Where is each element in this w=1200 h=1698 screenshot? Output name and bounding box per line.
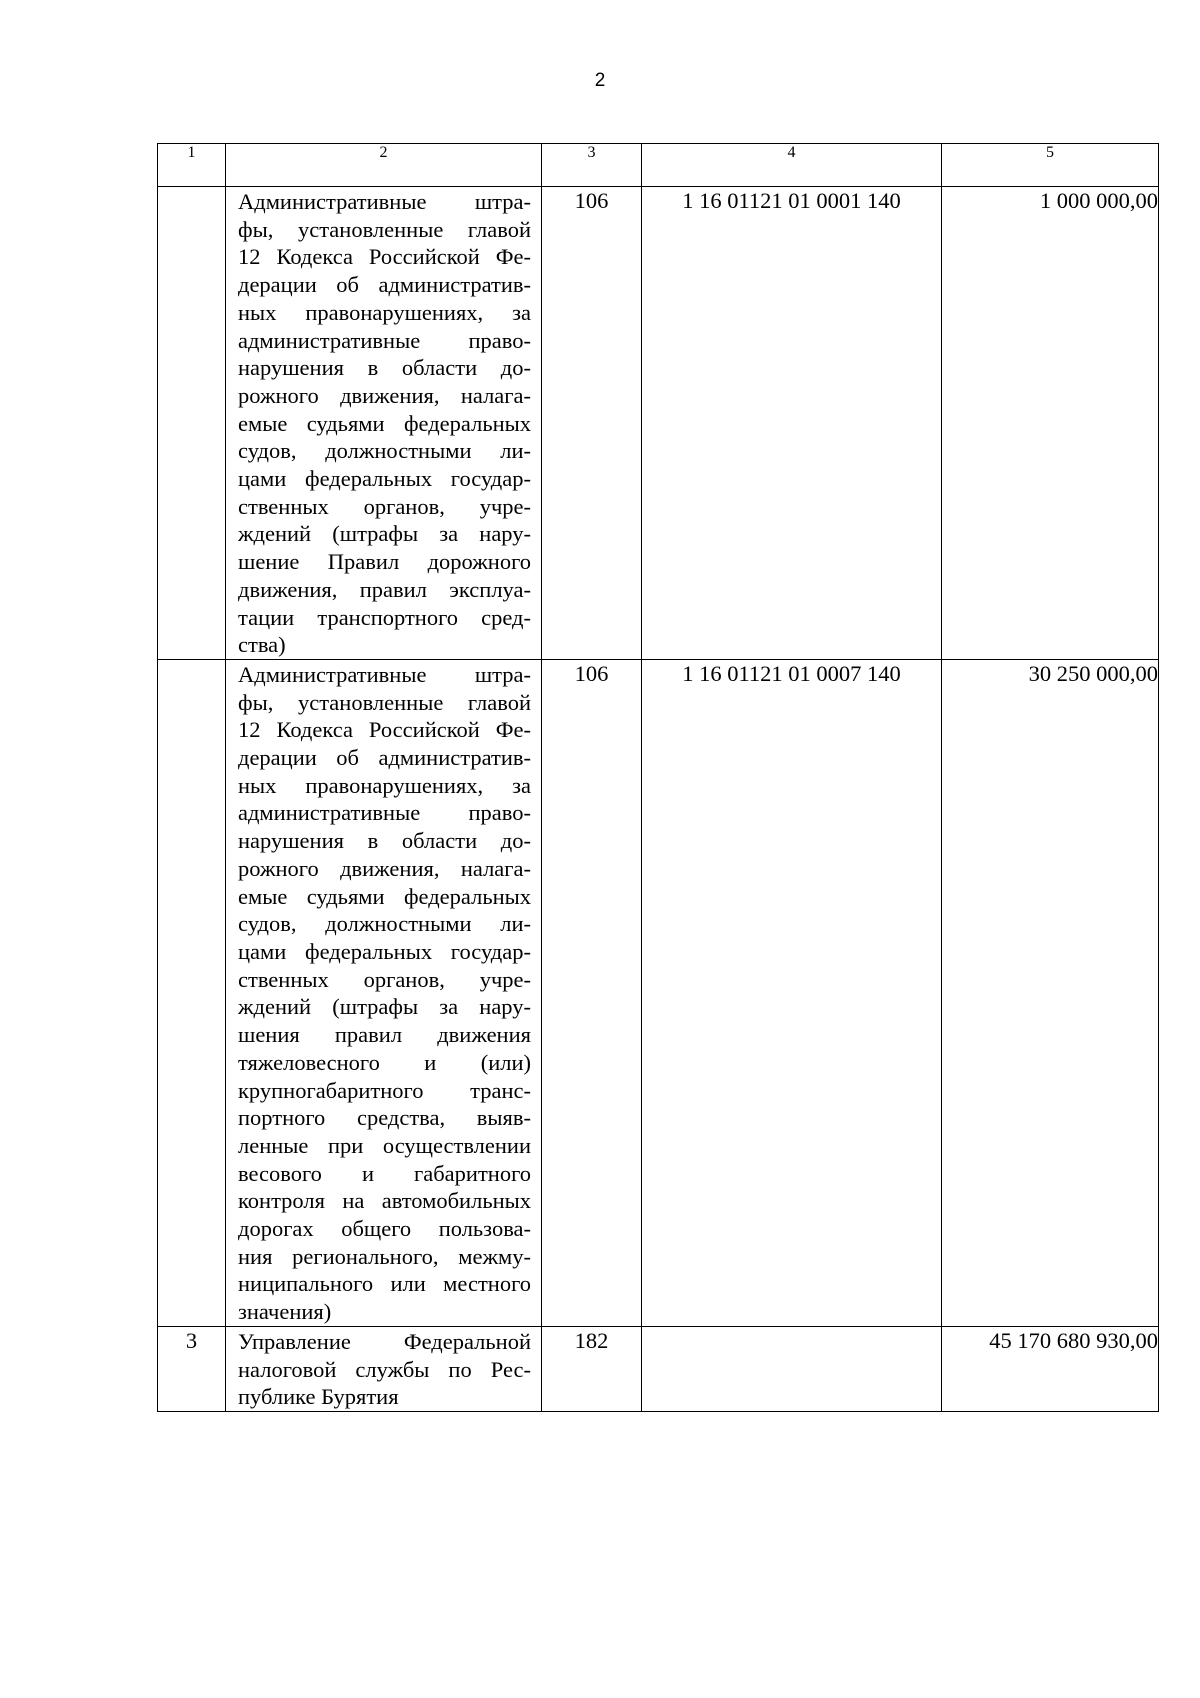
description-line: налоговой службы по Рес-	[238, 1356, 531, 1382]
description-line: контроля на автомобильных	[238, 1188, 531, 1214]
classification-code-cell: 1 16 01121 01 0007 140	[642, 659, 942, 1326]
description-cell	[226, 187, 542, 660]
description-cell	[226, 1326, 542, 1411]
description-line: тяжеловесного и (или)	[238, 1049, 531, 1075]
table-header-row	[158, 144, 1159, 187]
row-number-cell	[158, 187, 226, 660]
table-body	[158, 187, 1159, 1412]
description-line: ждений (штрафы за нару-	[238, 994, 531, 1020]
description-line: ных правонарушениях, за	[238, 772, 531, 798]
description-line: шения правил движения	[238, 1022, 531, 1048]
header-cell: 3	[542, 144, 642, 187]
description-line: административные право-	[238, 327, 531, 353]
description-line: цами федеральных государ-	[238, 938, 531, 964]
description-line: крупногабаритного транс-	[238, 1077, 531, 1103]
description-line: нарушения в области до-	[238, 828, 531, 854]
description-line: ниципального или местного	[238, 1271, 531, 1297]
amount-cell: 45 170 680 930,00	[942, 1326, 1159, 1411]
row-number-cell: 3	[158, 1326, 226, 1411]
description-line: судов, должностными ли-	[238, 438, 531, 464]
header-cell: 1	[158, 144, 226, 187]
admin-code-cell: 182	[542, 1326, 642, 1411]
description-line: 12 Кодекса Российской Фе-	[238, 244, 531, 270]
header-cell: 5	[942, 144, 1159, 187]
amount-cell: 30 250 000,00	[942, 659, 1159, 1326]
description-line: административные право-	[238, 800, 531, 826]
description-line: ния регионального, межму-	[238, 1243, 531, 1269]
description-line: нарушения в области до-	[238, 355, 531, 381]
admin-code-cell: 106	[542, 187, 642, 660]
description-line: емые судьями федеральных	[238, 410, 531, 436]
description-cell	[226, 659, 542, 1326]
page-number: 2	[594, 70, 606, 91]
description-line: Административные штра-	[238, 189, 531, 214]
description-line: публике Бурятия	[238, 1384, 399, 1410]
classification-code-cell: 1 16 01121 01 0001 140	[642, 187, 942, 660]
description-line: цами федеральных государ-	[238, 466, 531, 492]
description-line: емые судьями федеральных	[238, 883, 531, 909]
description-line: ленные при осуществлении	[238, 1132, 531, 1158]
header-cell: 2	[226, 144, 542, 187]
description-line: шение Правил дорожного	[238, 549, 531, 575]
description-line: ных правонарушениях, за	[238, 299, 531, 325]
revenue-table	[157, 143, 1159, 1412]
table-row	[158, 1326, 1159, 1411]
description-line: дерации об административ-	[238, 272, 531, 298]
description-line: движения, правил эксплуа-	[238, 576, 531, 602]
description-line: рожного движения, налага-	[238, 855, 531, 881]
amount-cell: 1 000 000,00	[942, 187, 1159, 660]
row-number-cell	[158, 659, 226, 1326]
description-line: 12 Кодекса Российской Фе-	[238, 717, 531, 743]
description-line: значения)	[238, 1299, 332, 1325]
header-cell: 4	[642, 144, 942, 187]
description-line: портного средства, выяв-	[238, 1105, 531, 1131]
admin-code-cell: 106	[542, 659, 642, 1326]
table-row	[158, 187, 1159, 660]
description-line: фы, установленные главой	[238, 689, 531, 715]
description-line: Управление Федеральной	[238, 1328, 531, 1354]
description-line: рожного движения, налага-	[238, 382, 531, 408]
description-line: весового и габаритного	[238, 1160, 531, 1186]
description-line: ждений (штрафы за нару-	[238, 521, 531, 547]
description-line: Административные штра-	[238, 661, 531, 687]
description-line: тации транспортного сред-	[238, 604, 531, 630]
description-line: судов, должностными ли-	[238, 911, 531, 937]
description-line: ственных органов, учре-	[238, 966, 531, 992]
table-row	[158, 659, 1159, 1326]
classification-code-cell	[642, 1326, 942, 1411]
description-line: ственных органов, учре-	[238, 493, 531, 519]
description-line: дорогах общего пользова-	[238, 1216, 531, 1242]
description-line: ства)	[238, 632, 286, 658]
description-line: дерации об административ-	[238, 745, 531, 771]
description-line: фы, установленные главой	[238, 216, 531, 242]
